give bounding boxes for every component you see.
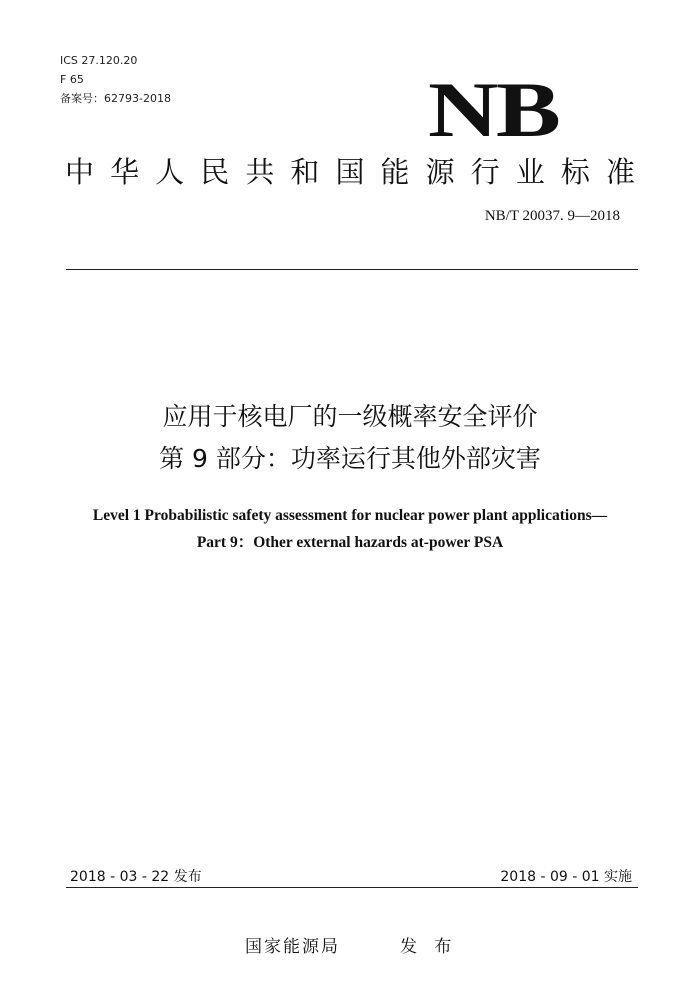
standard-code: NB/T 20037. 9—2018: [484, 208, 620, 224]
standard-name-char: 业: [515, 155, 545, 189]
ccs-code: F 65: [60, 73, 84, 86]
standard-category-name: [65, 152, 635, 192]
implementation-date: 2018 - 09 - 01 实施: [500, 869, 632, 885]
standard-name-char: 准: [605, 155, 635, 189]
record-number: 备案号：62793-2018: [60, 92, 171, 105]
standard-name-char: 行: [470, 155, 500, 189]
nb-logo: NB: [428, 66, 559, 153]
release-date: 2018 - 03 - 22 发布: [70, 869, 202, 885]
issuing-authority: 国家能源局: [245, 937, 340, 957]
standard-name-char: 共: [245, 155, 275, 189]
title-cn-line1: 应用于核电厂的一级概率安全评价: [162, 402, 538, 431]
ics-code: ICS 27.120.20: [60, 54, 138, 67]
standard-name-char: 华: [110, 155, 140, 189]
standard-name-char: 能: [380, 155, 410, 189]
issue-label: 发 布: [400, 937, 458, 957]
standard-name-char: 中: [65, 155, 95, 189]
footer-divider: [66, 887, 638, 888]
standard-name-char: 源: [425, 155, 455, 189]
title-en-line1: Level 1 Probabilistic safety assessment for nuclear power plant applications—: [92, 507, 608, 524]
classification-block: [60, 51, 171, 108]
header-divider: [66, 269, 638, 270]
title-cn-line2: 第 9 部分：功率运行其他外部灾害: [159, 444, 541, 473]
standard-name-char: 和: [290, 155, 320, 189]
title-en-line2: Part 9：Other external hazards at-power PSA: [196, 534, 504, 551]
standard-name-char: 民: [200, 155, 230, 189]
standard-name-char: 国: [335, 155, 365, 189]
standard-name-char: 标: [560, 155, 590, 189]
standard-name-char: 人: [155, 155, 185, 189]
